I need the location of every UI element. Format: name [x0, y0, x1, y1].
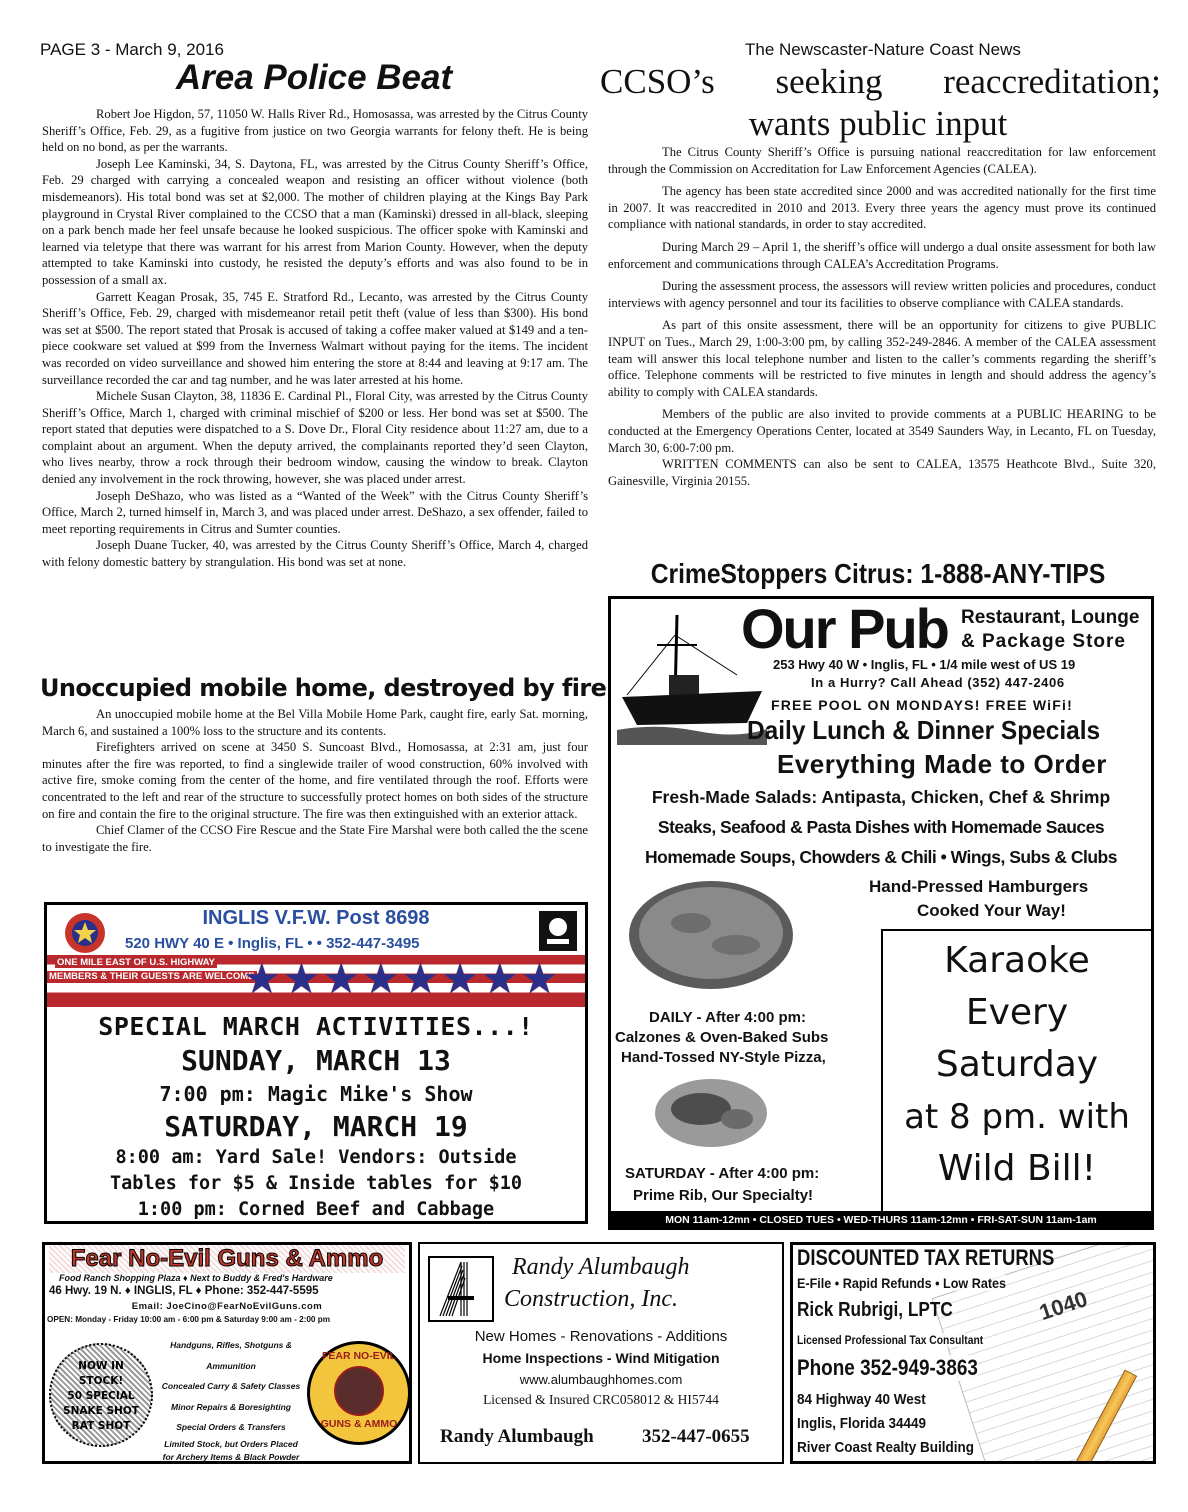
- tax-name: Rick Rubrigi, LPTC: [797, 1299, 953, 1321]
- menu-line-soups: Homemade Soups, Chowders & Chili • Wings, Subs & Clubs: [645, 847, 1117, 867]
- burst-line: RAT SHOT: [71, 1420, 131, 1432]
- service-line: Minor Repairs & Boresighting: [171, 1401, 291, 1412]
- our-pub-free-offers: FREE POOL ON MONDAYS! FREE WiFi!: [771, 697, 1073, 713]
- tax-address-3: River Coast Realty Building: [797, 1439, 975, 1456]
- burst-line: 50 SPECIAL: [67, 1390, 135, 1402]
- vfw-activity-line: 1:00 pm: Corned Beef and Cabbage: [137, 1199, 495, 1220]
- seal-top-text: FEAR NO-EVIL: [321, 1350, 397, 1362]
- vfw-activity-line: 8:00 am: Yard Sale! Vendors: Outside: [115, 1147, 517, 1168]
- star-icon: ★: [441, 957, 479, 1003]
- vfw-activity-line: 7:00 pm: Magic Mike's Show: [159, 1082, 473, 1106]
- article-paragraph: During the assessment process, the assessors will review written policies and procedures, conduct interviews with agency personnel and tour its facilities to observe compliance with CALEA standards.: [608, 279, 1156, 310]
- our-pub-address: 253 Hwy 40 W • Inglis, FL • 1/4 mile west of US 19: [773, 657, 1076, 672]
- our-pub-call-ahead: In a Hurry? Call Ahead (352) 447-2406: [811, 675, 1065, 690]
- construction-name-1: Randy Alumbaugh: [512, 1254, 690, 1280]
- article-paragraph: Members of the public are also invited to provide comments at a PUBLIC HEARING to be conducted at the Emergency Operations Center, located at 3549 Saunders Way, in Lecanto, FL on Tuesday, March 30, 6:00-7:00 pm.: [608, 407, 1156, 455]
- ccso-headline-line2: wants public input: [748, 104, 1008, 143]
- construction-inspections: Home Inspections - Wind Mitigation: [482, 1350, 720, 1366]
- article-paragraph: As part of this onsite assessment, there will be an opportunity for citizens to give PUBLIC INPUT on Tues., March 29, 1:00-3:00 pm, by calling 352-249-2846. A member of the CALEA assessment team will answer this local telephone number and listen to the caller’s comments regarding the sheriff’s office. Telephone comments will be restricted to five minutes in length and should address the agency’s ability to comply with CALEA standards.: [608, 318, 1156, 399]
- construction-name-2: Construction, Inc.: [504, 1286, 678, 1312]
- service-line: Concealed Carry & Safety Classes: [161, 1381, 301, 1391]
- vfw-banner: [47, 955, 585, 1007]
- vfw-activity-line: SATURDAY, MARCH 19: [164, 1110, 468, 1143]
- burst-line: STOCK!: [78, 1375, 124, 1387]
- menu-line-salads: Fresh-Made Salads: Antipasta, Chicken, Chef & Shrimp: [651, 787, 1111, 807]
- our-pub-name: Our Pub: [741, 597, 948, 660]
- vfw-address: 520 HWY 40 E • Inglis, FL • • 352-447-3495: [125, 935, 420, 952]
- tax-title: DISCOUNTED TAX RETURNS: [797, 1245, 1055, 1270]
- our-pub-tagline-2: & Package Store: [961, 631, 1126, 652]
- guns-title: Fear No-Evil Guns & Ammo: [49, 1245, 405, 1273]
- alumbaugh-logo-icon: [428, 1256, 494, 1322]
- guns-ad: [42, 1242, 412, 1464]
- star-icon: ★: [520, 957, 559, 1003]
- star-icon: ★: [243, 957, 281, 1003]
- guns-email: Email: JoeCino@FearNoEvilGuns.com: [131, 1301, 323, 1312]
- burst-line: NOW IN: [78, 1360, 124, 1372]
- ccso-article: [608, 144, 1156, 489]
- guns-services: [151, 1335, 311, 1464]
- tax-phone: Phone 352-949-3863: [797, 1355, 978, 1380]
- vfw-banner-text-2: MEMBERS & THEIR GUESTS ARE WELCOME: [49, 971, 255, 982]
- article-paragraph: An unoccupied mobile home at the Bel Villa Mobile Home Park, caught fire, early Sat. morning, March 6, and sustained a 100% loss to the structure and its contents.: [42, 707, 588, 738]
- article-paragraph: Joseph DeShazo, who was listed as a “Wanted of the Week” with the Citrus County Sheriff’s Office, March 2, turned himself in, March 3, and was placed under arrest. DeShazo, a sex offender, failed to meet reporting requirements in Citrus and Sumter counties.: [42, 488, 588, 536]
- our-pub-specials: Daily Lunch & Dinner Specials: [747, 715, 1101, 745]
- prime-rib-photo: [651, 1071, 771, 1151]
- police-beat-article: [42, 106, 588, 571]
- burst-line: SNAKE SHOT: [63, 1405, 139, 1417]
- vfw-activities: [47, 1011, 585, 1223]
- karaoke-line: Saturday: [935, 1044, 1099, 1085]
- our-pub-hours-bar: MON 11am-12mn • CLOSED TUES • WED-THURS 11am-12mn • FRI-SAT-SUN 11am-1am: [608, 1211, 1154, 1229]
- pizza-photo: [621, 875, 801, 995]
- our-pub-tagline-1: Restaurant, Lounge: [961, 607, 1140, 628]
- star-icon: ★: [480, 957, 519, 1003]
- vfw-ad: [44, 902, 588, 1224]
- tax-form-number: 1040: [1036, 1286, 1091, 1325]
- our-pub-ad: [608, 596, 1154, 1230]
- vfw-activity-line: Tables for $5 & Inside tables for $10: [109, 1173, 523, 1194]
- star-icon: ★: [322, 957, 360, 1003]
- ccso-headline-text: CCSO’s seeking reaccreditation;: [600, 62, 1161, 101]
- article-paragraph: WRITTEN COMMENTS can also be sent to CALEA, 13575 Heathcote Blvd., Suite 320, Gainesville, Virginia 20155.: [608, 457, 1156, 488]
- fire-headline: Unoccupied mobile home, destroyed by fire: [40, 674, 607, 702]
- article-paragraph: Garrett Keagan Prosak, 35, 745 E. Stratford Rd., Lecanto, was arrested by the Citrus County Sheriff’s Office, Feb. 29, charged with misdemeanor retail petit theft (value of less than $300). His bond was set at $500. The report stated that Prosak is accused of taking a coffee maker valued at $149 and a ten-piece cookware set valued at $99 from the Inverness Walmart without paying for the items. The incident was recorded on video surveillance and showed him entering the store at 8:44 and leaving at 9:17 am. The surveillance recorded the car and tag number, and he was later arrested at his home.: [42, 289, 588, 387]
- karaoke-line: at 8 pm. with: [904, 1097, 1130, 1137]
- tax-role: Licensed Professional Tax Consultant: [797, 1333, 984, 1347]
- karaoke-line: Wild Bill!: [937, 1148, 1097, 1189]
- construction-phone: 352-447-0655: [642, 1426, 750, 1447]
- seal-bottom-text: GUNS & AMMO: [320, 1418, 398, 1430]
- article-paragraph: Michele Susan Clayton, 38, 11836 E. Cardinal Pl., Floral City, was arrested by the Citrus County Sheriff’s Office, March 1, charged with criminal mischief of $200 or less. Her bond was set at $500. The report stated that deputies were dispatched to a S. Dove Dr., Floral City residence about 11:27 am, due to a complaint about an argument. When the deputy arrived, the complainants reported they’d seen Clayton, who lives nearby, throw a rock through their bedroom window, causing the window to break. Clayton denied any involvement in the rock throwing, however, she was placed under arrest.: [42, 389, 588, 487]
- our-pub-made-to-order: Everything Made to Order: [777, 749, 1107, 779]
- daily-special-2: Calzones & Oven-Baked Subs: [615, 1029, 829, 1046]
- vfw-activity-line: SUNDAY, MARCH 13: [181, 1044, 451, 1077]
- saturday-special-2: Prime Rib, Our Specialty!: [633, 1187, 814, 1204]
- article-paragraph: Joseph Lee Kaminski, 34, S. Daytona, FL, was arrested by the Citrus County Sheriff’s Office, Feb. 29 charged with carrying a concealed weapon and resisting an officer without violence (both misdemeanors). His total bond was set at $2,000. The mother of children playing at the Kings Bay Park playground in Crystal River complained to the CCSO that a man (Kaminski) dressed in all-black, sleeping on a park bench made her feel unsafe because he looked suspicious. The officer spoke with Kaminski and learned via teletype that there was warrant for his arrest from Marion County. However, when the deputy attempted to take Kaminski into custody, he resisted the deputy’s efforts and was also found to be in possession of a small ax.: [42, 156, 588, 287]
- article-paragraph: Firefighters arrived on scene at 3450 S. Suncoast Blvd., Homosassa, at 2:31 am, just four minutes after the fire was reported, to find a singlewide trailer of wood construction, 60% involved with active fire, smoke coming from the center of the home, and fire ventilated through the roof. Efforts were concentrated to the left and rear of the structure to successfully protect homes on both sides of the structure on fire and contain the fire to the original structure. The fire was then extinguished with an exterior attack.: [42, 740, 588, 821]
- vfw-activity-line: SPECIAL MARCH ACTIVITIES...!: [98, 1012, 534, 1041]
- construction-services: New Homes - Renovations - Additions: [474, 1328, 728, 1345]
- now-in-stock-burst: [49, 1343, 153, 1447]
- article-paragraph: Joseph Duane Tucker, 40, was arrested by the Citrus County Sheriff’s Office, March 4, charged with felony domestic battery by strangulation. His bond was set at none.: [42, 538, 588, 570]
- article-paragraph: Robert Joe Higdon, 57, 11050 W. Halls River Rd., Homosassa, was arrested by the Citrus County Sheriff’s Office, Feb. 29, as a fugitive from justice on two Georgia warrants for felony theft. He is being held on no bond, as per the warrants.: [42, 107, 588, 155]
- burgers-line-2: Cooked Your Way!: [917, 901, 1066, 920]
- karaoke-box: [881, 929, 1151, 1211]
- construction-ad: [418, 1242, 784, 1464]
- construction-license: Licensed & Insured CRC058012 & HI5744: [483, 1392, 719, 1407]
- boar-icon: [334, 1366, 384, 1416]
- vfw-stars: [243, 959, 558, 1001]
- guns-address-phone: 46 Hwy. 19 N. ♦ INGLIS, FL ♦ Phone: 352-447-5595: [49, 1285, 319, 1297]
- article-paragraph: During March 29 – April 1, the sheriff’s office will undergo a dual onsite assessment for both law enforcement and communications through CALEA’s Accreditation Programs.: [608, 239, 1156, 271]
- tax-tagline: E-File • Rapid Refunds • Low Rates: [797, 1275, 1007, 1291]
- article-paragraph: The Citrus County Sheriff’s Office is pursuing national reaccreditation for law enforcement through the Commission on Accreditation for Law Enforcement Agencies (CALEA).: [608, 145, 1156, 176]
- article-paragraph: Chief Clamer of the CCSO Fire Rescue and the State Fire Marshal were both called the the scene to investigate the fire.: [42, 823, 588, 854]
- construction-owner: Randy Alumbaugh: [440, 1426, 594, 1447]
- star-icon: ★: [361, 957, 400, 1003]
- vfw-title: INGLIS V.F.W. Post 8698: [202, 907, 430, 929]
- article-paragraph: The agency has been state accredited since 2000 and was accredited nationally for the first time in 2007. It was reaccredited in 2010 and 2013. Every three years the agency must prove its continued compliance with national standards, in order to stay accredited.: [608, 184, 1156, 232]
- service-line: Special Orders & Transfers: [176, 1422, 286, 1432]
- ccso-headline-line1: [600, 62, 1161, 102]
- crimestoppers-banner: CrimeStoppers Citrus: 1-888-ANY-TIPS: [650, 558, 1106, 589]
- service-line: for Archery Items & Black Powder: [162, 1451, 300, 1462]
- construction-website[interactable]: www.alumbaughhomes.com: [519, 1372, 683, 1387]
- saturday-special-1: SATURDAY - After 4:00 pm:: [625, 1165, 820, 1182]
- vfw-banner-text-1: ONE MILE EAST OF U.S. HIGHWAY: [57, 957, 215, 968]
- karaoke-line: Every: [965, 992, 1069, 1033]
- daily-special-3: Hand-Tossed NY-Style Pizza,: [621, 1049, 826, 1066]
- guns-location: Food Ranch Shopping Plaza ♦ Next to Buddy & Fred's Hardware: [59, 1273, 333, 1283]
- star-icon: ★: [282, 957, 321, 1003]
- service-line: Limited Stock, but Orders Placed: [164, 1438, 298, 1449]
- daily-special-1: DAILY - After 4:00 pm:: [649, 1009, 806, 1026]
- burgers-line-1: Hand-Pressed Hamburgers: [869, 877, 1089, 896]
- tax-address-1: 84 Highway 40 West: [797, 1391, 926, 1408]
- menu-line-steaks: Steaks, Seafood & Pasta Dishes with Homemade Sauces: [657, 817, 1105, 837]
- page-header-right: The Newscaster-Nature Coast News: [745, 40, 1021, 59]
- fear-no-evil-seal: [307, 1341, 411, 1445]
- police-beat-title: Area Police Beat: [175, 58, 453, 97]
- karaoke-line: Karaoke: [944, 940, 1090, 981]
- tax-address-2: Inglis, Florida 34449: [797, 1415, 927, 1432]
- star-icon: ★: [401, 957, 440, 1003]
- service-line: Handguns, Rifles, Shotguns & Ammunition: [170, 1340, 292, 1371]
- guns-hours: OPEN: Monday - Friday 10:00 am - 6:00 pm & Saturday 9:00 am - 2:00 pm: [47, 1315, 331, 1324]
- fire-article: [42, 706, 588, 855]
- page-header-left: PAGE 3 - March 9, 2016: [40, 40, 224, 59]
- tax-ad: [790, 1242, 1156, 1464]
